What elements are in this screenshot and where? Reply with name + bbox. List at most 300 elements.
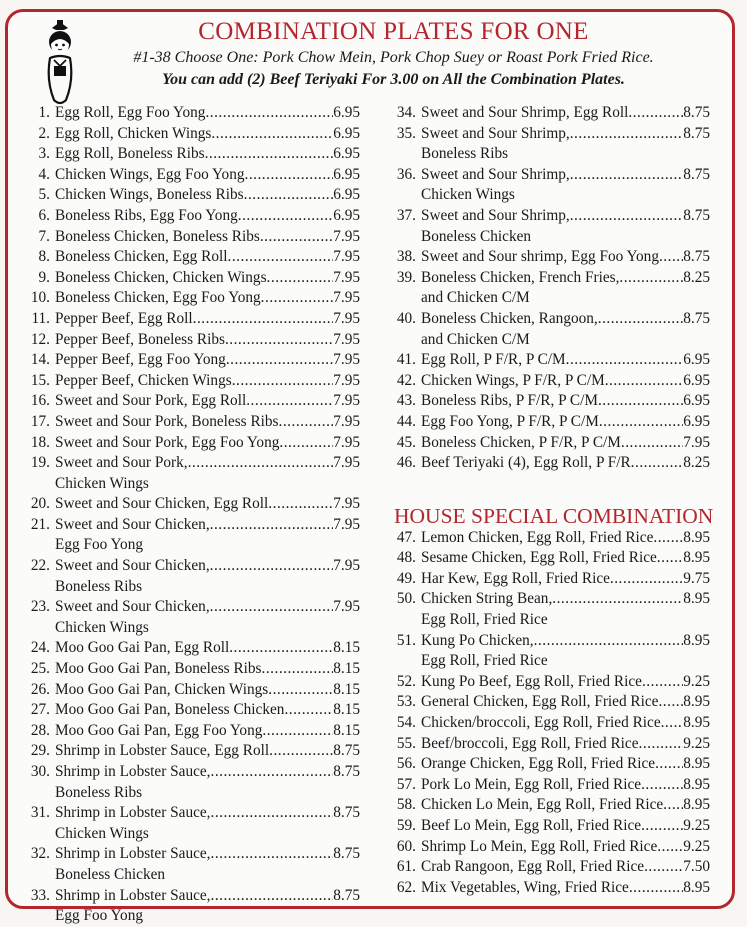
item-name-continued: Chicken Wings [421,186,515,204]
item-number: 56. [396,755,416,773]
item-number: 26. [30,680,50,698]
item-number: 35. [396,124,416,142]
item-name: Chicken Wings, P F/R, P C/M [421,371,605,389]
item-number: 49. [396,569,416,587]
item-name: Shrimp in Lobster Sauce, [55,804,211,822]
item-price: 8.95 [683,549,710,567]
item-name: Pork Lo Mein, Egg Roll, Fried Rice [421,775,642,793]
menu-item [22,124,360,145]
item-price: 8.75 [683,206,710,224]
menu-item [22,638,360,659]
item-name: Boneless Chicken, French Fries, [421,268,620,286]
item-number: 47. [396,528,416,546]
item-number: 5. [38,186,50,204]
item-name-continued: Boneless Ribs [55,783,143,801]
dot-leader [246,391,333,412]
item-name: Beef Teriyaki (4), Egg Roll, P F/R [421,454,631,472]
item-name: Sweet and Sour Chicken, [55,598,210,616]
item-name: Mix Vegetables, Wing, Fried Rice [421,878,629,896]
beef-teriyaki-addon-note: You can add (2) Beef Teriyaki For 3.00 on All the Combination Plates. [162,71,625,88]
item-price: 8.75 [683,309,710,327]
item-price: 8.75 [333,804,360,822]
menu-item [22,844,360,885]
item-price: 6.95 [333,124,360,142]
dot-leader [661,713,684,734]
dot-leader [260,227,333,248]
item-name: Egg Roll, Boneless Ribs [55,145,205,163]
item-name-continued: Boneless Ribs [421,145,509,163]
menu-item [22,103,360,124]
item-number: 37. [396,206,416,224]
item-name: Chicken String Bean, [421,590,553,608]
item-price: 8.15 [333,701,360,719]
item-number: 27. [30,701,50,719]
menu-item [22,330,360,351]
dot-leader [210,597,334,618]
dot-leader [262,659,334,680]
item-number: 59. [396,817,416,834]
dot-leader [210,556,334,577]
item-price: 8.75 [333,886,360,904]
item-price: 7.95 [333,248,360,266]
item-name: General Chicken, Egg Roll, Fried Rice [421,693,659,711]
item-name: Beef Lo Mein, Egg Roll, Fried Rice [421,817,642,834]
page-title: COMBINATION PLATES FOR ONE [198,18,589,45]
menu-item [22,391,360,412]
dot-leader [226,350,333,371]
dot-leader [570,165,684,186]
menu-item [22,433,360,454]
menu-item [22,453,360,494]
item-price: 8.95 [683,878,710,896]
item-name: Egg Roll, P F/R, P C/M [421,351,566,369]
item-name: Boneless Chicken, Egg Roll [55,248,228,266]
dot-leader [238,206,333,227]
item-number: 45. [396,433,416,451]
menu-item [22,680,360,701]
menu-item [388,837,710,858]
item-name-continued: Chicken Wings [55,474,149,492]
item-name: Pepper Beef, Boneless Ribs [55,330,225,348]
dot-leader [570,124,684,145]
dot-leader [279,412,334,433]
item-name: Lemon Chicken, Egg Roll, Fried Rice [421,528,654,546]
item-number: 29. [30,742,50,760]
item-number: 53. [396,693,416,711]
item-number: 23. [30,598,50,616]
menu-item [388,371,710,392]
item-number: 24. [30,639,50,657]
menu-item [22,886,360,927]
item-number: 52. [396,672,416,690]
item-name: Sweet and Sour Chicken, [55,557,210,575]
item-name: Sweet and Sour Shrimp, [421,124,570,142]
item-name: Boneless Chicken, Boneless Ribs [55,227,260,245]
dot-leader [205,103,333,124]
item-name: Sweet and Sour Pork, Egg Roll [55,392,247,410]
item-name: Shrimp in Lobster Sauce, [55,763,211,780]
item-number: 6. [38,206,50,224]
item-name: Sweet and Sour Pork, Boneless Ribs [55,412,279,430]
menu-item [22,371,360,392]
item-price: 6.95 [683,392,710,410]
item-price: 6.95 [333,165,360,183]
menu-item [22,412,360,433]
item-number: 15. [30,371,50,389]
menu-item [22,185,360,206]
item-name-continued: and Chicken C/M [421,330,530,348]
menu-item [388,878,710,899]
menu-item [388,631,710,672]
item-price: 8.75 [333,845,360,863]
dot-leader [225,330,333,351]
item-price: 9.75 [683,569,710,587]
item-number: 20. [30,495,50,513]
dot-leader [653,528,683,549]
item-name: Sweet and Sour Chicken, [55,515,210,533]
menu-item [22,741,360,762]
dot-leader [245,165,334,186]
menu-item [388,350,710,371]
item-number: 33. [30,886,50,904]
dot-leader [552,589,683,610]
item-number: 62. [396,878,416,896]
item-price: 7.95 [333,268,360,286]
item-price: 8.95 [683,631,710,649]
item-price: 8.95 [683,775,710,793]
item-number: 58. [396,796,416,814]
dot-leader [244,185,334,206]
item-number: 41. [396,351,416,369]
item-name: Chicken Wings, Boneless Ribs [55,186,244,204]
item-number: 31. [30,804,50,822]
item-price: 7.95 [333,289,360,307]
menu-item [22,515,360,556]
item-name: Boneless Chicken, Chicken Wings [55,268,267,286]
item-name: Pepper Beef, Egg Foo Yong [55,351,226,369]
dot-leader [663,795,683,816]
item-number: 34. [396,104,416,121]
item-name: Chicken Wings, Egg Foo Yong [55,165,245,183]
item-price: 6.95 [683,351,710,369]
item-name: Moo Goo Gai Pan, Boneless Chicken [55,701,285,719]
item-number: 21. [30,515,50,533]
item-name: Boneless Chicken, Rangoon, [421,309,598,327]
item-number: 55. [396,734,416,752]
item-name-continued: Chicken Wings [55,618,149,636]
dot-leader [629,878,683,899]
item-price: 6.95 [333,206,360,224]
item-price: 8.95 [683,714,710,732]
item-name: Orange Chicken, Egg Roll, Fried Rice [421,755,656,773]
dot-leader [229,638,333,659]
menu-item [22,309,360,330]
menu-item [22,288,360,309]
item-number: 14. [30,351,50,369]
menu-item [388,268,710,309]
item-number: 50. [396,590,416,608]
dot-leader [228,247,334,268]
side-choice-subtitle: #1-38 Choose One: Pork Chow Mein, Pork Chop Suey or Roast Pork Fried Rice. [133,49,654,66]
item-price: 8.15 [333,639,360,657]
dot-leader [598,309,683,330]
dot-leader [599,412,683,433]
item-name: Sweet and Sour Shrimp, Egg Roll [421,104,629,121]
dot-leader [211,844,334,865]
menu-item [22,165,360,186]
menu-item [388,528,710,549]
item-price: 7.95 [333,371,360,389]
dot-leader [628,103,683,124]
item-price: 8.75 [683,248,710,266]
item-name: Moo Goo Gai Pan, Chicken Wings [55,680,269,698]
item-number: 10. [30,289,50,307]
item-price: 8.95 [683,755,710,773]
item-number: 44. [396,412,416,430]
dot-leader [631,453,684,474]
item-name: Pepper Beef, Chicken Wings [55,371,232,389]
item-price: 6.95 [333,186,360,204]
item-price: 9.25 [683,734,710,752]
dot-leader [269,741,333,762]
item-number: 9. [38,268,50,286]
dot-leader [655,754,683,775]
item-number: 2. [38,124,50,142]
item-price: 8.75 [333,763,360,780]
menu-item [388,309,710,350]
item-name: Sweet and Sour Chicken, Egg Roll [55,495,269,513]
item-number: 28. [30,721,50,739]
menu-item [22,762,360,803]
item-number: 7. [38,227,50,245]
dot-leader [605,371,684,392]
item-price: 8.75 [683,165,710,183]
item-price: 8.15 [333,721,360,739]
item-number: 11. [31,309,50,327]
item-name-continued: Egg Foo Yong [55,536,143,554]
menu-item [388,795,710,816]
item-name: Boneless Ribs, Egg Foo Yong [55,206,238,224]
dot-leader [262,721,333,742]
item-number: 46. [396,454,416,472]
item-price: 7.95 [333,454,360,472]
item-price: 7.95 [333,330,360,348]
dot-leader [261,288,334,309]
item-price: 8.15 [333,680,360,698]
item-price: 7.95 [333,351,360,369]
item-name: Shrimp in Lobster Sauce, [55,886,211,904]
item-price: 7.95 [683,433,710,451]
item-price: 7.95 [333,227,360,245]
dot-leader [284,700,333,721]
item-price: 6.95 [333,104,360,121]
menu-item [388,589,710,630]
item-name: Moo Goo Gai Pan, Egg Foo Yong [55,721,263,739]
menu-item [22,206,360,227]
dot-leader [641,816,683,837]
item-name: Sweet and Sour shrimp, Egg Foo Yong [421,248,659,266]
menu-item [22,227,360,248]
menu-item [388,548,710,569]
item-name: Shrimp Lo Mein, Egg Roll, Fried Rice [421,837,658,855]
menu-item [388,412,710,433]
menu-item [388,713,710,734]
item-name: Sweet and Sour Pork, Egg Foo Yong [55,433,280,451]
dot-leader [641,775,683,796]
item-name: Har Kew, Egg Roll, Fried Rice [421,569,610,587]
item-price: 9.25 [683,837,710,855]
dot-leader [267,268,334,289]
dot-leader [610,569,683,590]
menu-item [22,247,360,268]
item-name: Boneless Chicken, P F/R, P C/M [421,433,621,451]
menu-item [388,734,710,755]
menu-item [22,700,360,721]
menu-item [22,556,360,597]
dot-leader [211,803,334,824]
dot-leader [658,692,683,713]
item-name: Boneless Chicken, Egg Foo Yong [55,289,261,307]
menu-item [388,103,710,124]
item-number: 40. [396,309,416,327]
item-number: 4. [38,165,50,183]
item-name-continued: Chicken Wings [55,824,149,842]
item-number: 8. [38,248,50,266]
item-price: 8.95 [683,590,710,608]
item-price: 8.95 [683,528,710,546]
menu-item [388,569,710,590]
dot-leader [644,857,683,878]
menu-item [22,268,360,289]
menu-item [388,672,710,693]
item-number: 12. [30,330,50,348]
dot-leader [211,762,334,783]
dot-leader [232,371,334,392]
house-special-heading: HOUSE SPECIAL COMBINATION [394,503,714,528]
item-number: 48. [396,549,416,567]
item-number: 39. [396,268,416,286]
dot-leader [642,672,683,693]
item-price: 7.95 [333,309,360,327]
item-name-continued: and Chicken C/M [421,289,530,307]
item-number: 36. [396,165,416,183]
item-price: 8.75 [333,742,360,760]
item-name: Crab Rangoon, Egg Roll, Fried Rice [421,858,645,876]
item-name: Chicken/broccoli, Egg Roll, Fried Rice [421,714,661,732]
item-name: Sesame Chicken, Egg Roll, Fried Rice [421,549,657,567]
menu-item [388,453,710,474]
dot-leader [619,268,683,289]
item-number: 43. [396,392,416,410]
item-number: 60. [396,837,416,855]
menu-item [388,775,710,796]
item-price: 6.95 [333,145,360,163]
dot-leader [188,453,334,474]
item-name: Moo Goo Gai Pan, Boneless Ribs [55,660,262,678]
dot-leader [193,309,334,330]
item-price: 8.25 [683,454,710,472]
item-number: 22. [30,557,50,575]
item-price: 7.95 [333,598,360,616]
dot-leader [657,837,683,858]
dot-leader [534,631,684,652]
item-name: Egg Foo Yong, P F/R, P C/M [421,412,599,430]
item-price: 7.95 [333,557,360,575]
item-price: 8.95 [683,796,710,814]
menu-item [22,597,360,638]
dot-leader [598,391,683,412]
item-price: 7.95 [333,515,360,533]
dot-leader [659,247,683,268]
menu-item [388,124,710,165]
item-price: 7.95 [333,495,360,513]
item-name: Kung Po Chicken, [421,631,534,649]
item-number: 51. [396,631,416,649]
item-name: Pepper Beef, Egg Roll [55,309,193,327]
item-name: Kung Po Beef, Egg Roll, Fried Rice [421,672,642,690]
item-price: 6.95 [683,412,710,430]
menu-item [388,206,710,247]
dot-leader [268,494,333,515]
item-name-continued: Egg Roll, Fried Rice [421,652,548,670]
item-number: 3. [38,145,50,163]
item-name: Sweet and Sour Pork, [55,454,188,472]
dot-leader [210,515,334,536]
item-number: 32. [30,845,50,863]
item-price: 7.50 [683,858,710,876]
item-price: 7.95 [333,392,360,410]
item-name: Egg Roll, Egg Foo Yong [55,104,206,121]
item-name: Shrimp in Lobster Sauce, Egg Roll [55,742,270,760]
item-price: 7.95 [333,412,360,430]
item-name: Moo Goo Gai Pan, Egg Roll [55,639,230,657]
item-number: 19. [30,454,50,472]
item-name: Chicken Lo Mein, Egg Roll, Fried Rice [421,796,664,814]
dot-leader [566,350,684,371]
item-price: 8.75 [683,104,710,121]
dot-leader [268,680,333,701]
item-name: Beef/broccoli, Egg Roll, Fried Rice [421,734,639,752]
item-number: 42. [396,371,416,389]
item-number: 61. [396,858,416,876]
menu-item [388,247,710,268]
item-name: Shrimp in Lobster Sauce, [55,845,211,863]
menu-item [22,721,360,742]
dot-leader [570,206,684,227]
menu-item [388,816,710,837]
item-price: 8.75 [683,124,710,142]
item-number: 25. [30,660,50,678]
item-name-continued: Boneless Chicken [55,865,166,883]
menu-item [388,692,710,713]
item-price: 9.25 [683,672,710,690]
menu-item [388,857,710,878]
dot-leader [657,548,683,569]
item-price: 8.25 [683,268,710,286]
dot-leader [279,433,333,454]
menu-item [22,350,360,371]
right-menu-column [388,103,714,898]
item-number: 16. [30,392,50,410]
item-name-continued: Egg Foo Yong [55,907,143,925]
item-price: 6.95 [683,371,710,389]
dot-leader [211,124,333,145]
menu-item [388,165,710,206]
item-name: Egg Roll, Chicken Wings [55,124,212,142]
item-name-continued: Boneless Ribs [55,577,143,595]
dot-leader [639,734,684,755]
item-name-continued: Egg Roll, Fried Rice [421,611,548,629]
